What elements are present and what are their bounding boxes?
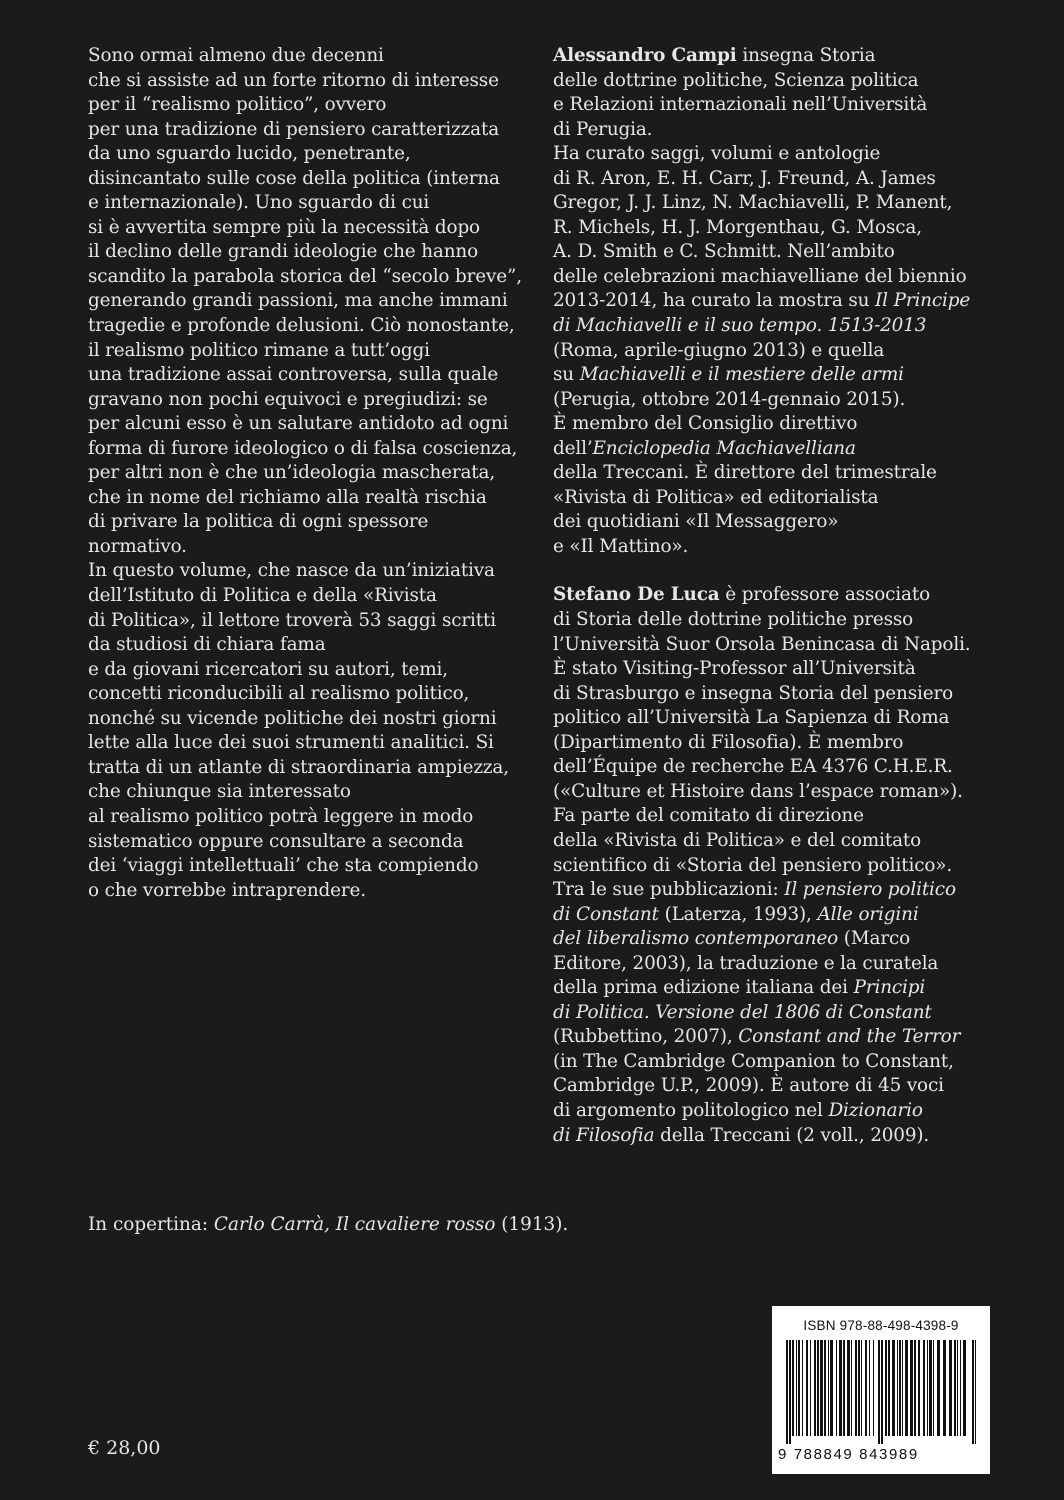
text-line <box>88 314 515 339</box>
text-line <box>88 118 508 143</box>
text-segment: della prima edizione italiana dei <box>553 977 854 999</box>
text-line <box>88 756 508 781</box>
text-line <box>88 69 508 94</box>
text-segment: è professore associato <box>719 584 931 606</box>
text-segment: e «Il Mattino». <box>553 535 689 557</box>
text-segment: tratta di un atlante di straordinaria ampiezza, <box>88 756 509 778</box>
text-segment: Tra le sue pubblicazioni: <box>553 879 785 901</box>
text-line <box>553 486 1023 511</box>
text-line <box>88 584 508 609</box>
text-segment: Dizionario <box>828 1099 923 1121</box>
text-segment: (Rubbettino, 2007), <box>553 1026 739 1048</box>
text-segment: di privare la politica di ogni spessore <box>88 511 429 533</box>
text-segment: scientifico di «Storia del pensiero politico». <box>553 854 953 876</box>
barcode-bar <box>843 1340 845 1436</box>
barcode-bar <box>836 1340 837 1436</box>
text-segment: Enciclopedia Machiavelliana <box>592 437 856 459</box>
text-segment: dei ‘viaggi intellettuali’ che sta compiendo <box>88 855 479 877</box>
text-segment: (Dipartimento di Filosofia). È membro <box>553 731 904 753</box>
text-segment: Constant and the Terror <box>738 1026 961 1048</box>
text-segment: di Perugia. <box>553 118 653 140</box>
text-line <box>88 805 508 830</box>
text-segment: disincantato sulle cose della politica (interna <box>88 167 500 189</box>
text-segment: dell’Équipe de recherche EA 4376 C.H.E.R. <box>553 756 953 778</box>
text-segment: di Politica. Versione del 1806 di Constant <box>553 1001 932 1023</box>
barcode-bar <box>847 1340 850 1436</box>
text-segment: Machiavelli e il mestiere delle armi <box>579 364 904 386</box>
text-line <box>553 1074 1023 1099</box>
text-line <box>553 682 1023 707</box>
text-line <box>88 363 508 388</box>
text-line <box>88 339 508 364</box>
text-segment: È membro del Consiglio direttivo <box>553 413 858 435</box>
text-line <box>88 388 508 413</box>
barcode-bar <box>885 1340 887 1436</box>
text-segment: si è avvertita sempre più la necessità dopo <box>88 216 480 238</box>
text-line <box>553 1050 1023 1075</box>
text-line <box>88 879 508 904</box>
barcode-bar <box>851 1340 852 1436</box>
barcode-bar <box>927 1340 928 1436</box>
barcode-bar <box>873 1340 874 1436</box>
text-line <box>553 952 1023 977</box>
barcode-bar <box>914 1340 916 1436</box>
text-line <box>88 437 518 462</box>
text-line <box>553 461 1023 486</box>
price-label: € 28,00 <box>88 1437 161 1459</box>
text-segment: («Culture et Histoire dans l’espace roman»). <box>553 780 963 802</box>
text-segment: (Perugia, ottobre 2014-gennaio 2015). <box>553 388 906 410</box>
barcode-bars <box>786 1340 976 1444</box>
barcode-bar <box>910 1340 913 1436</box>
text-segment: al realismo politico potrà leggere in modo <box>88 805 474 827</box>
barcode-bar <box>963 1340 966 1436</box>
text-line <box>553 903 1023 928</box>
text-line <box>88 289 508 314</box>
text-segment: per il “realismo politico”, ovvero <box>88 94 387 116</box>
text-line <box>553 731 1023 756</box>
barcode-bar <box>937 1340 940 1436</box>
text-line <box>88 167 508 192</box>
text-segment: di Strasburgo e insegna Storia del pensiero <box>553 682 954 704</box>
text-segment: Editore, 2003), la traduzione e la curatela <box>553 952 939 974</box>
text-segment: della Treccani. È direttore del trimestrale <box>553 462 937 484</box>
text-line <box>88 658 508 683</box>
barcode-bar <box>830 1340 833 1436</box>
text-line <box>553 755 1023 780</box>
barcode-guard-bar <box>878 1340 880 1444</box>
text-line <box>553 657 1023 682</box>
text-line <box>88 707 508 732</box>
text-line <box>553 608 1023 633</box>
text-segment: delle dottrine politiche, Scienza politica <box>553 69 919 91</box>
barcode-bar <box>824 1340 826 1436</box>
text-segment: In copertina: <box>88 1214 214 1235</box>
text-line <box>553 976 1023 1001</box>
barcode-bar <box>798 1340 800 1436</box>
text-segment: delle celebrazioni machiavelliane del biennio <box>553 265 967 287</box>
barcode-bar <box>855 1340 857 1436</box>
text-line <box>88 559 508 584</box>
text-segment: dei quotidiani «Il Messaggero» <box>553 511 839 533</box>
text-line <box>553 1124 1023 1149</box>
isbn-label: ISBN 978-88-498-4398-9 <box>803 1318 959 1333</box>
text-segment: lette alla luce dei suoi strumenti analitici. Si <box>88 732 494 754</box>
barcode-bar <box>949 1340 952 1436</box>
text-line <box>553 583 1023 608</box>
text-segment: Sono ormai almeno due decenni <box>88 45 384 66</box>
barcode-bar <box>892 1340 895 1436</box>
description-column <box>88 44 522 903</box>
text-line <box>553 216 1023 241</box>
text-segment: (Laterza, 1993), <box>658 903 818 925</box>
text-line <box>553 854 1023 879</box>
text-line <box>553 412 1023 437</box>
barcode-bar <box>899 1340 901 1436</box>
text-line <box>88 510 508 535</box>
text-segment: che si assiste ad un forte ritorno di interesse <box>88 69 499 91</box>
text-line <box>88 216 508 241</box>
bio-alessandro-campi <box>553 44 1023 559</box>
text-segment: per una tradizione di pensiero caratterizzata <box>88 118 500 140</box>
barcode-bar <box>869 1340 870 1436</box>
text-segment: Il Principe <box>875 290 971 312</box>
description-text <box>88 44 522 903</box>
isbn-barcode <box>772 1306 990 1474</box>
text-line <box>553 142 1023 167</box>
text-segment: e Relazioni internazionali nell’Università <box>553 94 928 116</box>
text-segment: o che vorrebbe intraprendere. <box>88 879 366 901</box>
text-segment: per alcuni esso è un salutare antidoto ad ogni <box>88 413 509 435</box>
barcode-bar <box>796 1340 797 1436</box>
text-segment: di R. Aron, E. H. Carr, J. Freund, A. James <box>553 167 936 189</box>
text-segment: politico all’Università La Sapienza di Roma <box>553 707 950 729</box>
text-segment: Alessandro Campi <box>553 45 737 66</box>
text-segment: insegna Storia <box>736 45 876 66</box>
text-segment: il realismo politico rimane a tutt’oggi <box>88 339 430 361</box>
barcode-bar <box>839 1340 842 1436</box>
text-segment: del liberalismo contemporaneo <box>553 928 839 950</box>
text-line <box>88 461 508 486</box>
text-segment: (Roma, aprile-giugno 2013) e quella <box>553 339 885 361</box>
text-line <box>88 44 508 69</box>
text-line <box>553 706 1023 731</box>
text-segment: di Politica», il lettore troverà 53 saggi scritti <box>88 609 496 631</box>
text-line <box>88 780 508 805</box>
text-line <box>553 780 1023 805</box>
text-line <box>553 93 1023 118</box>
text-segment: di Constant <box>553 903 659 925</box>
text-line <box>88 265 522 290</box>
barcode-bar <box>902 1340 903 1436</box>
text-line <box>553 314 1023 339</box>
text-segment: dell’ <box>553 437 593 459</box>
text-segment: A. D. Smith e C. Schmitt. Nell’ambito <box>553 241 895 263</box>
text-segment: e internazionale). Uno sguardo di cui <box>88 192 430 214</box>
barcode-guard-bar <box>789 1340 791 1444</box>
text-line <box>88 535 508 560</box>
text-segment: R. Michels, H. J. Morgenthau, G. Mosca, <box>553 216 922 238</box>
text-segment: gravano non pochi equivoci e pregiudizi: se <box>88 388 488 410</box>
text-segment: che chiunque sia interessato <box>88 781 351 803</box>
text-segment: di argomento politologico nel <box>553 1099 829 1121</box>
barcode-bar <box>888 1340 890 1436</box>
text-segment: 2013-2014, ha curato la mostra su <box>553 290 876 312</box>
text-segment: Cambridge U.P., 2009). È autore di 45 voci <box>553 1075 944 1097</box>
barcode-bar <box>820 1340 823 1436</box>
text-line <box>553 167 1023 192</box>
text-line <box>553 289 1023 314</box>
barcode-guard-bar <box>972 1340 974 1444</box>
text-segment: Il pensiero politico <box>784 879 956 901</box>
barcode-bar <box>792 1340 794 1436</box>
text-line <box>88 486 508 511</box>
barcode-bar <box>957 1340 958 1436</box>
text-line <box>88 633 508 658</box>
text-line <box>553 510 1023 535</box>
text-segment: che in nome del richiamo alla realtà rischia <box>88 486 487 508</box>
text-segment: Carlo Carrà, Il cavaliere rosso <box>213 1214 496 1235</box>
text-line <box>553 633 1023 658</box>
text-segment: per altri non è che un’ideologia mascherata, <box>88 462 496 484</box>
text-segment: (in The Cambridge Companion to Constant, <box>553 1050 954 1072</box>
bio-stefano-de-luca <box>553 583 1023 1148</box>
barcode-bar <box>802 1340 803 1436</box>
text-segment: il declino delle grandi ideologie che hanno <box>88 241 479 263</box>
barcode-guard-bar <box>975 1340 976 1444</box>
text-segment: l’Università Suor Orsola Benincasa di Napoli. <box>553 633 971 655</box>
ean-digits: 9 788849 843989 <box>778 1446 919 1463</box>
text-line <box>88 93 508 118</box>
text-line <box>553 69 1023 94</box>
barcode-bar <box>810 1340 811 1436</box>
text-line <box>553 191 1023 216</box>
text-segment: Ha curato saggi, volumi e antologie <box>553 143 881 165</box>
text-line <box>553 804 1023 829</box>
text-segment: Alle origini <box>817 903 919 925</box>
barcode-bar <box>954 1340 956 1436</box>
barcode-bar <box>817 1340 819 1436</box>
text-line <box>553 1025 1023 1050</box>
text-segment: concetti riconducibili al realismo politico, <box>88 683 470 705</box>
text-line <box>553 878 1023 903</box>
text-line <box>553 829 1023 854</box>
text-line <box>553 339 1023 364</box>
text-line <box>553 927 1023 952</box>
text-segment: su <box>553 364 580 386</box>
text-segment: tragedie e profonde delusioni. Ciò nonostante, <box>88 315 515 337</box>
text-line <box>553 1099 1023 1124</box>
barcode-bar <box>806 1340 808 1436</box>
text-line <box>553 535 1023 560</box>
barcode-bar <box>929 1340 932 1436</box>
text-segment: di Filosofia <box>553 1124 655 1146</box>
text-line <box>553 1001 1023 1026</box>
text-segment: e da giovani ricercatori su autori, temi, <box>88 658 448 680</box>
text-segment: forma di furore ideologico o di falsa coscienza, <box>88 437 518 459</box>
barcode-bar <box>943 1340 946 1436</box>
barcode-bar <box>865 1340 867 1436</box>
barcode-bar <box>828 1340 829 1436</box>
text-line <box>553 118 1023 143</box>
bio-separator <box>553 559 1023 583</box>
text-segment: Stefano De Luca <box>553 584 720 606</box>
barcode-bar <box>905 1340 908 1436</box>
text-segment: di Machiavelli e il suo tempo. 1513-2013 <box>553 315 927 337</box>
barcode-bar <box>814 1340 816 1436</box>
text-line <box>88 412 508 437</box>
barcode-bar <box>960 1340 961 1436</box>
text-segment: della «Rivista di Politica» e del comitato <box>553 829 922 851</box>
barcode-bar <box>923 1340 925 1436</box>
barcode-bar <box>933 1340 934 1436</box>
cover-caption <box>88 1213 568 1237</box>
text-line <box>88 830 508 855</box>
text-segment: Principi <box>853 977 926 999</box>
text-segment: da uno sguardo lucido, penetrante, <box>88 143 411 165</box>
barcode-bar <box>897 1340 898 1436</box>
text-line <box>553 437 1023 462</box>
text-segment: «Rivista di Politica» ed editorialista <box>553 486 879 508</box>
text-segment: da studiosi di chiara fama <box>88 634 326 656</box>
text-segment: della Treccani (2 voll., 2009). <box>654 1124 930 1146</box>
barcode-bar <box>861 1340 862 1436</box>
authors-column <box>553 44 1023 1148</box>
text-line <box>88 191 508 216</box>
barcode-bar <box>858 1340 860 1436</box>
barcode-guard-bar <box>786 1340 788 1444</box>
text-line <box>553 240 1023 265</box>
text-segment: nonché su vicende politiche dei nostri giorni <box>88 707 497 729</box>
text-line <box>553 265 1023 290</box>
text-segment: normativo. <box>88 535 187 557</box>
text-line <box>553 44 1023 69</box>
text-segment: di Storia delle dottrine politiche presso <box>553 609 914 631</box>
text-segment: È stato Visiting-Professor all’Università <box>553 658 916 680</box>
text-segment: (1913). <box>495 1214 569 1235</box>
text-line <box>88 240 508 265</box>
text-segment: sistematico oppure consultare a seconda <box>88 830 464 852</box>
text-segment: Fa parte del comitato di direzione <box>553 805 864 827</box>
text-line <box>88 142 508 167</box>
text-segment: (Marco <box>838 928 911 950</box>
text-line <box>553 363 1023 388</box>
text-segment: dell’Istituto di Politica e della «Rivista <box>88 585 437 607</box>
text-line <box>553 388 1023 413</box>
text-segment: una tradizione assai controversa, sulla quale <box>88 364 499 386</box>
text-segment: generando grandi passioni, ma anche immani <box>88 290 508 312</box>
barcode-bar <box>918 1340 920 1436</box>
text-line <box>88 609 508 634</box>
text-segment: In questo volume, che nasce da un’iniziativa <box>88 560 495 582</box>
text-segment: Gregor, J. J. Linz, N. Machiavelli, P. Manent, <box>553 192 953 214</box>
text-line <box>88 682 508 707</box>
text-line <box>88 854 508 879</box>
text-line <box>88 731 508 756</box>
barcode-guard-bar <box>881 1340 883 1444</box>
text-segment: scandito la parabola storica del “secolo breve”, <box>88 265 522 287</box>
